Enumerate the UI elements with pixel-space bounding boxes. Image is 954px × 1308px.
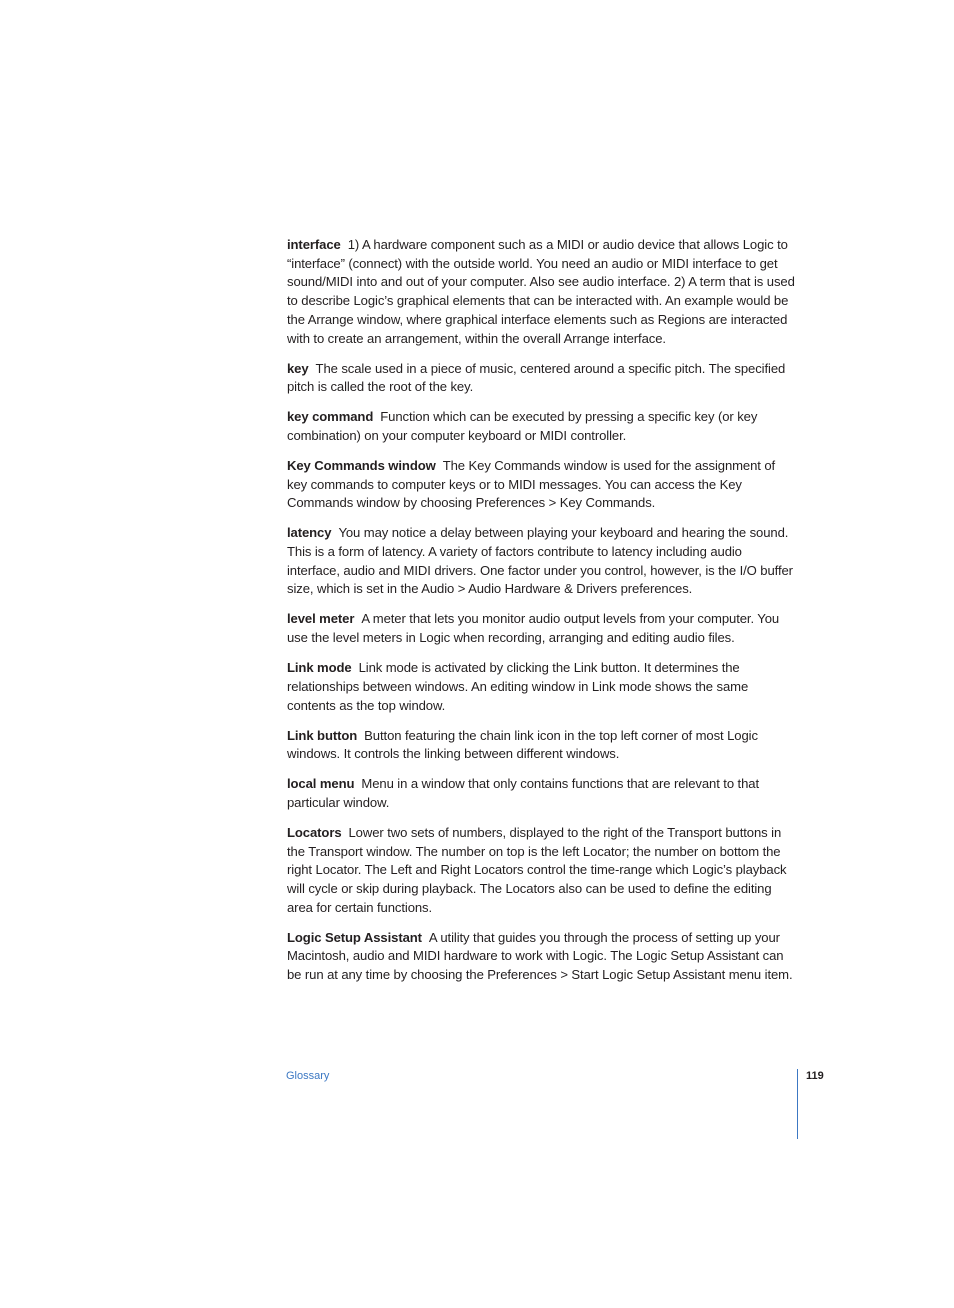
glossary-definition: 1) A hardware component such as a MIDI or audio device that allows Logic to “interface” (connect) with the outside world. You need an audio or MIDI interface to get sound/MIDI into and out of your computer. Also see audio interface. 2) A term that is used to describe Logic’s graphical elements that can be interacted with. An example would be the Arrange window, where graphical interface elements such as Regions are interacted with to create an arrangement, within the overall Arrange interface. [287,237,795,346]
glossary-definition: A utility that guides you through the process of setting up your Macintosh, audio and MIDI hardware to work with Logic. The Logic Setup Assistant can be run at any time by choosing the Preferences > Start Logic Setup Assistant menu item. [287,929,793,983]
glossary-entry [287,824,797,918]
page-number: 119 [806,1070,824,1082]
glossary-content [287,236,797,996]
glossary-definition: You may notice a delay between playing your keyboard and hearing the sound. This is a form of latency. A variety of factors contribute to latency including audio interface, audio and MIDI drivers. One factor under you control, however, is the I/O buffer size, which is set in the Audio > Audio Hardware & Drivers preferences. [287,525,793,597]
footer-divider [797,1069,798,1139]
glossary-entry [287,408,797,445]
glossary-entry [287,929,797,985]
glossary-entry [287,659,797,715]
glossary-definition: The Key Commands window is used for the assignment of key commands to computer keys or to MIDI messages. You can access the Key Commands window by choosing Preferences > Key Commands. [287,457,776,511]
footer-section-title: Glossary [286,1070,330,1082]
glossary-definition: Link mode is activated by clicking the Link button. It determines the relationships between windows. An editing window in Link mode shows the same contents as the top window. [287,660,749,713]
glossary-entry [287,457,797,513]
glossary-definition: The scale used in a piece of music, centered around a specific pitch. The specified pitch is called the root of the key. [287,360,786,395]
glossary-term: latency [287,525,332,541]
glossary-term: Locators [287,824,342,840]
glossary-entry [287,775,797,812]
glossary-entry [287,727,797,764]
glossary-definition: A meter that lets you monitor audio output levels from your computer. You use the level meters in Logic when recording, arranging and editing audio files. [287,611,780,646]
glossary-term: level meter [287,611,355,627]
glossary-term: Logic Setup Assistant [287,929,422,945]
glossary-entry [287,524,797,599]
glossary-term: key command [287,409,374,425]
glossary-term: key [287,360,309,376]
glossary-definition: Function which can be executed by pressing a specific key (or key combination) on your computer keyboard or MIDI controller. [287,409,758,443]
glossary-term: interface [287,237,341,252]
glossary-term: Link mode [287,660,352,676]
glossary-entry [287,610,797,647]
glossary-term: Key Commands window [287,457,436,473]
glossary-entry [287,360,797,397]
glossary-term: Link button [287,727,358,743]
glossary-definition: Menu in a window that only contains functions that are relevant to that particular window. [287,776,759,810]
glossary-term: local menu [287,776,355,792]
glossary-entry [287,236,797,348]
glossary-definition: Lower two sets of numbers, displayed to the right of the Transport buttons in the Transport window. The number on top is the left Locator; the number on bottom the right Locator. The Left and Right Locators control the time-range which Logic’s playback will cycle or skip during playback. The Locators also can be used to define the editing area for certain functions. [287,824,787,915]
glossary-definition: Button featuring the chain link icon in the top left corner of most Logic windows. It controls the linking between different windows. [287,727,758,762]
